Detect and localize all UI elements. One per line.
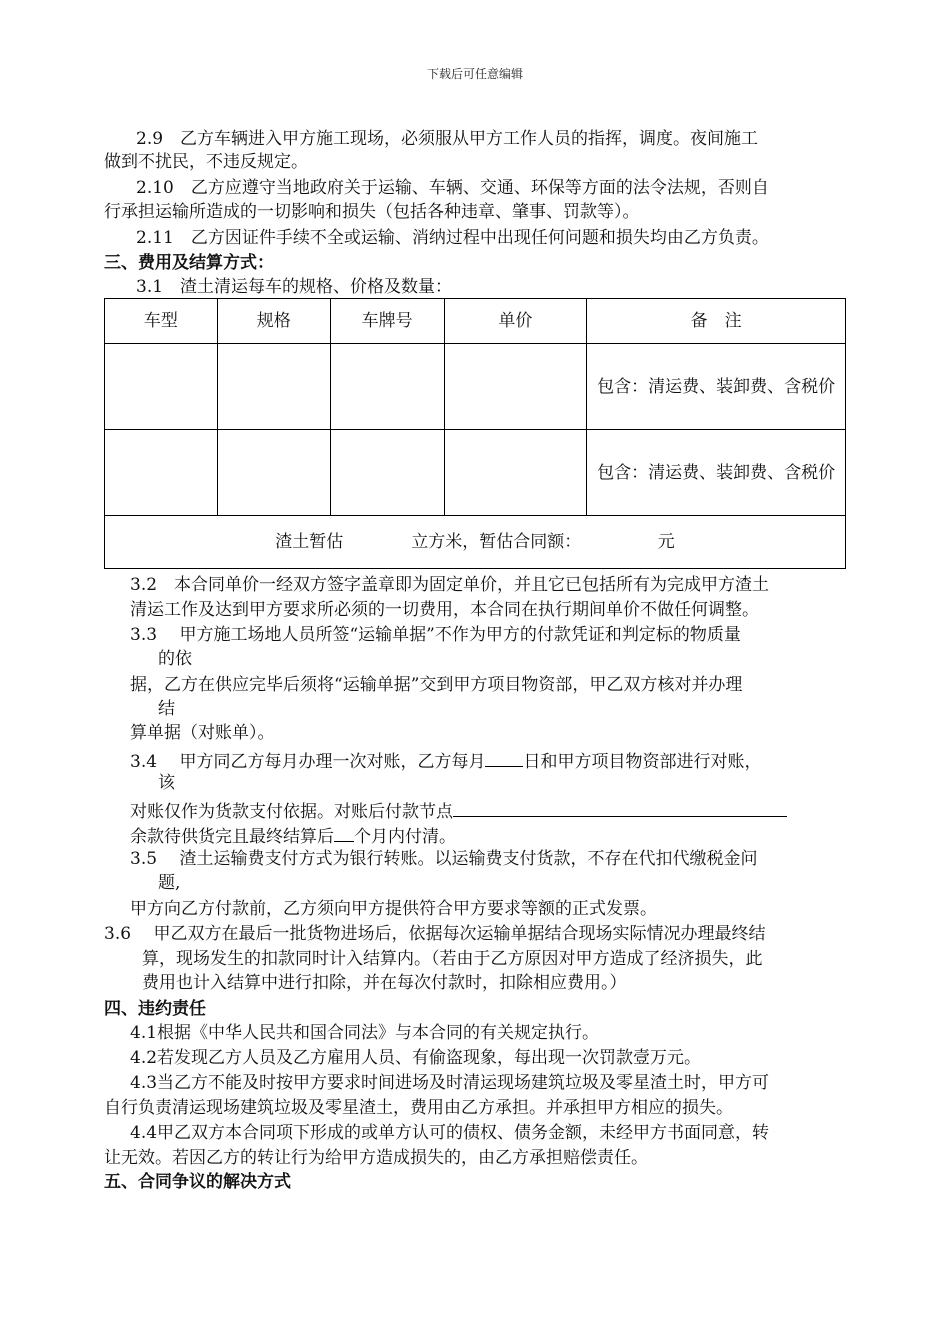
- clause-3-4-cont: [130, 798, 787, 823]
- clause-2-11: 2.11 乙方因证件手续不全或运输、消纳过程中出现任何问题和损失均由乙方负责。: [136, 228, 769, 248]
- clause-2-10: 2.10 乙方应遵守当地政府关于运输、车辆、交通、环保等方面的法令法规，否则自: [136, 178, 769, 198]
- clause-3-4-part2: 日和甲方项目物资部进行对账，: [523, 752, 762, 772]
- day-blank: [485, 748, 523, 767]
- clause-3-4-part1: 3.4 甲方同乙方每月办理一次对账，乙方每月: [130, 752, 486, 772]
- clause-2-10-cont: 行承担运输所造成的一切影响和损失（包括各种违章、肇事、罚款等）。: [104, 202, 640, 222]
- section-5-heading: 五、合同争议的解决方式: [104, 1172, 291, 1192]
- table-cell: [444, 430, 587, 516]
- col-header-unit-price: 单价: [444, 299, 587, 344]
- clause-3-6-end: 费用也计入结算中进行扣除，并在每次付款时，扣除相应费用。）: [142, 973, 627, 993]
- clause-3-3-cont: 据，乙方在供应完毕后须将“运输单据”交到甲方项目物资部，甲乙双方核对并办理: [130, 675, 743, 695]
- clause-3-4-end: [130, 823, 456, 848]
- clause-2-9-cont: 做到不扰民，不违反规定。: [104, 152, 308, 172]
- page-header-note: 下载后可任意编辑: [426, 67, 523, 81]
- months-blank: [334, 823, 354, 842]
- table-header-row: [105, 299, 846, 344]
- clause-4-4-cont: 让无效。若因乙方的转让行为给甲方造成损失的，由乙方承担赔偿责任。: [104, 1148, 648, 1168]
- table-row: [105, 430, 846, 516]
- table-cell-remarks: 包含：清运费、装卸费、含税价: [587, 430, 846, 516]
- clause-3-5-cont: 甲方向乙方付款前，乙方须向甲方提供符合甲方要求等额的正式发票。: [130, 899, 657, 919]
- clause-2-9: 2.9 乙方车辆进入甲方施工现场，必须服从甲方工作人员的指挥，调度。夜间施工: [136, 129, 759, 149]
- col-header-plate: 车牌号: [330, 299, 444, 344]
- table-cell-remarks: 包含：清运费、装卸费、含税价: [587, 344, 846, 430]
- table-cell: [105, 430, 218, 516]
- clause-4-3-cont: 自行负责清运现场建筑垃圾及零星渣土，费用由乙方承担。并承担甲方相应的损失。: [104, 1098, 733, 1118]
- col-header-vehicle-type: 车型: [105, 299, 218, 344]
- clause-3-3-wrap: 的依: [158, 649, 192, 669]
- table-row: [105, 344, 846, 430]
- clause-4-1: 4.1根据《中华人民共和国合同法》与本合同的有关规定执行。: [130, 1023, 600, 1043]
- col-header-remarks: 备 注: [587, 299, 846, 344]
- clause-3-3-wrap-2: 结: [158, 699, 175, 719]
- clause-4-2: 4.2若发现乙方人员及乙方雇用人员、有偷盗现象，每出现一次罚款壹万元。: [130, 1048, 702, 1068]
- table-cell: [330, 344, 444, 430]
- table-cell: [330, 430, 444, 516]
- clause-3-6: 3.6 甲乙双方在最后一批货物进场后，依据每次运输单据结合现场实际情况办理最终结: [104, 924, 766, 944]
- col-header-spec: 规格: [217, 299, 330, 344]
- balance-part1: 余款待供货完且最终结算后: [130, 827, 334, 847]
- table-cell: [444, 344, 587, 430]
- table-footer-row: [105, 516, 846, 569]
- clause-3-6-cont: 算，现场发生的扣款同时计入结算内。（若由于乙方原因对甲方造成了经济损失，此: [142, 949, 763, 969]
- clause-3-5: 3.5 渣土运输费支付方式为银行转账。以运输费支付货款，不存在代扣代缴税金问: [130, 849, 758, 869]
- section-3-heading: 三、费用及结算方式：: [104, 253, 274, 273]
- clause-3-2-cont: 清运工作及达到甲方要求所必须的一切费用，本合同在执行期间单价不做任何调整。: [130, 600, 759, 620]
- balance-part2: 个月内付清。: [354, 827, 456, 847]
- clause-3-3-end: 算单据（对账单）。: [130, 723, 275, 743]
- payment-node-blank: [453, 798, 787, 817]
- clause-3-2: 3.2 本合同单价一经双方签字盖章即为固定单价，并且它已包括所有为完成甲方渣土: [130, 575, 770, 595]
- table-cell: [217, 430, 330, 516]
- payment-node-label: 对账仅作为货款支付依据。对账后付款节点: [130, 802, 453, 822]
- clause-4-4: 4.4甲乙双方本合同项下形成的或单方认可的债权、债务金额，未经甲方书面同意，转: [130, 1123, 770, 1143]
- table-footer-estimate: 渣土暂估 立方米，暂估合同额： 元: [105, 516, 846, 569]
- clause-3-4-wrap: 该: [158, 773, 175, 793]
- clause-3-5-wrap: 题,: [158, 873, 181, 893]
- vehicle-spec-table: [104, 298, 846, 569]
- clause-3-3: 3.3 甲方施工场地人员所签“运输单据”不作为甲方的付款凭证和判定标的物质量: [130, 625, 741, 645]
- clause-4-3: 4.3当乙方不能及时按甲方要求时间进场及时清运现场建筑垃圾及零星渣土时，甲方可: [130, 1073, 770, 1093]
- clause-3-4: [130, 748, 761, 773]
- table-cell: [217, 344, 330, 430]
- section-4-heading: 四、违约责任: [104, 999, 206, 1019]
- clause-3-1: 3.1 渣土清运每车的规格、价格及数量：: [136, 277, 453, 297]
- table-cell: [105, 344, 218, 430]
